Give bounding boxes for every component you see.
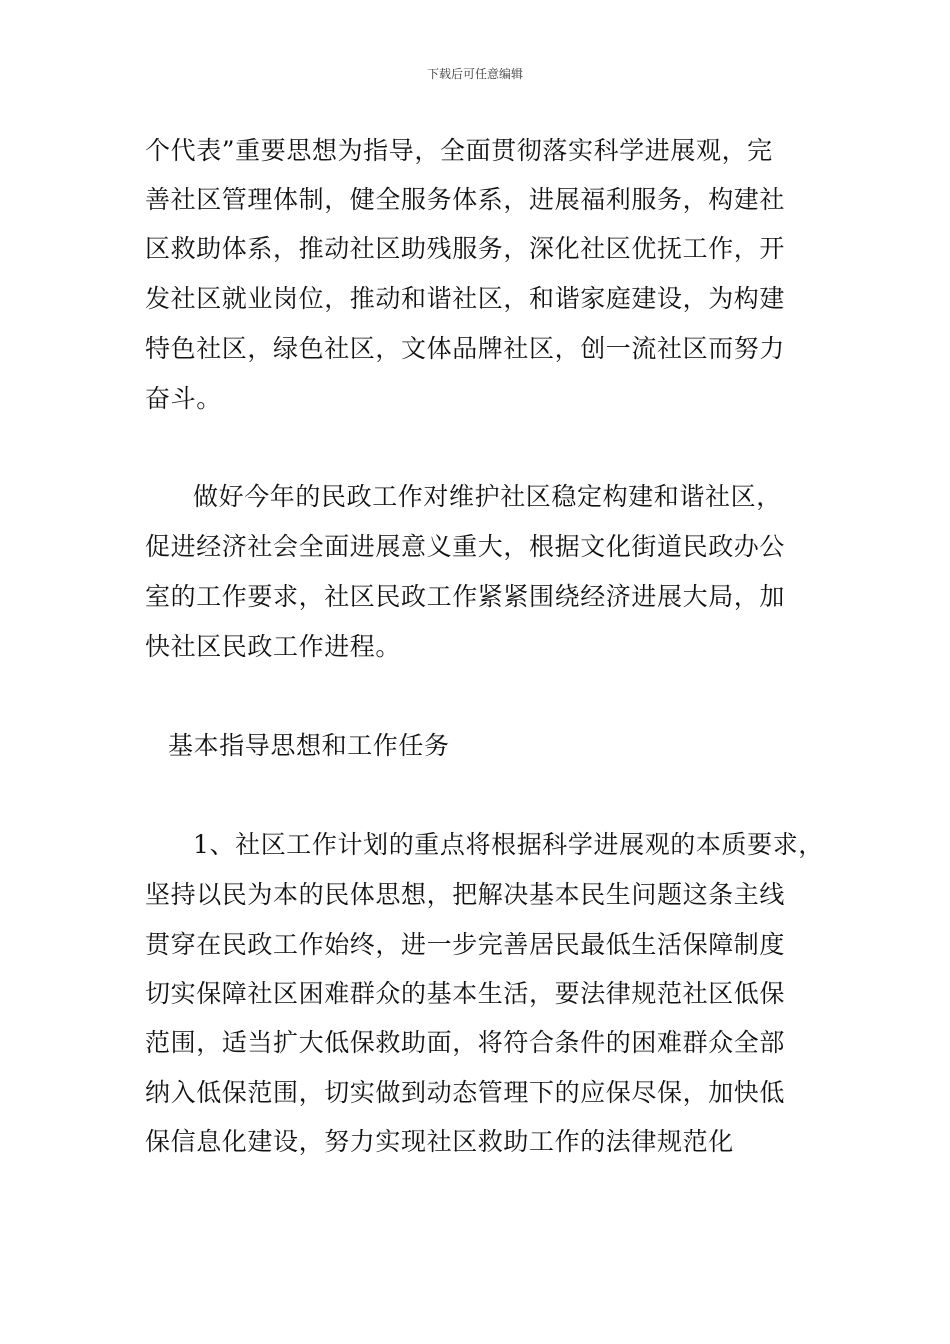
text-line: 快社区民政工作进程。 <box>145 632 402 661</box>
text-line: 1、社区工作计划的重点将根据科学进展观的本质要求， <box>193 830 824 859</box>
text-line: 坚持以民为本的民体思想，把解决基本民生问题这条主线 <box>145 880 786 909</box>
text-line: 善社区管理体制，健全服务体系，进展福利服务，构建社 <box>145 185 786 214</box>
text-line: 范围，适当扩大低保救助面，将符合条件的困难群众全部 <box>145 1028 786 1057</box>
section-heading: 基本指导思想和工作任务 <box>168 731 450 760</box>
text-line: 促进经济社会全面进展意义重大，根据文化街道民政办公 <box>145 532 786 561</box>
text-line: 区救助体系，推动社区助残服务，深化社区优抚工作，开 <box>145 234 786 263</box>
text-line: 个代表”重要思想为指导，全面贯彻落实科学进展观，完 <box>145 136 773 165</box>
text-line: 切实保障社区困难群众的基本生活，要法律规范社区低保 <box>145 979 786 1008</box>
text-line: 贯穿在民政工作始终，进一步完善居民最低生活保障制度 <box>145 930 786 959</box>
text-line: 保信息化建设，努力实现社区救助工作的法律规范化 <box>145 1127 734 1156</box>
text-line: 做好今年的民政工作对维护社区稳定构建和谐社区， <box>193 482 782 511</box>
page-header: 下载后可任意编辑 <box>426 67 523 81</box>
text-line: 纳入低保范围，切实做到动态管理下的应保尽保，加快低 <box>145 1078 786 1107</box>
text-line: 发社区就业岗位，推动和谐社区，和谐家庭建设，为构建 <box>145 284 786 313</box>
text-line: 特色社区，绿色社区，文体品牌社区，创一流社区而努力 <box>145 334 786 363</box>
text-line: 室的工作要求，社区民政工作紧紧围绕经济进展大局，加 <box>145 582 786 611</box>
text-line: 奋斗。 <box>145 384 222 413</box>
